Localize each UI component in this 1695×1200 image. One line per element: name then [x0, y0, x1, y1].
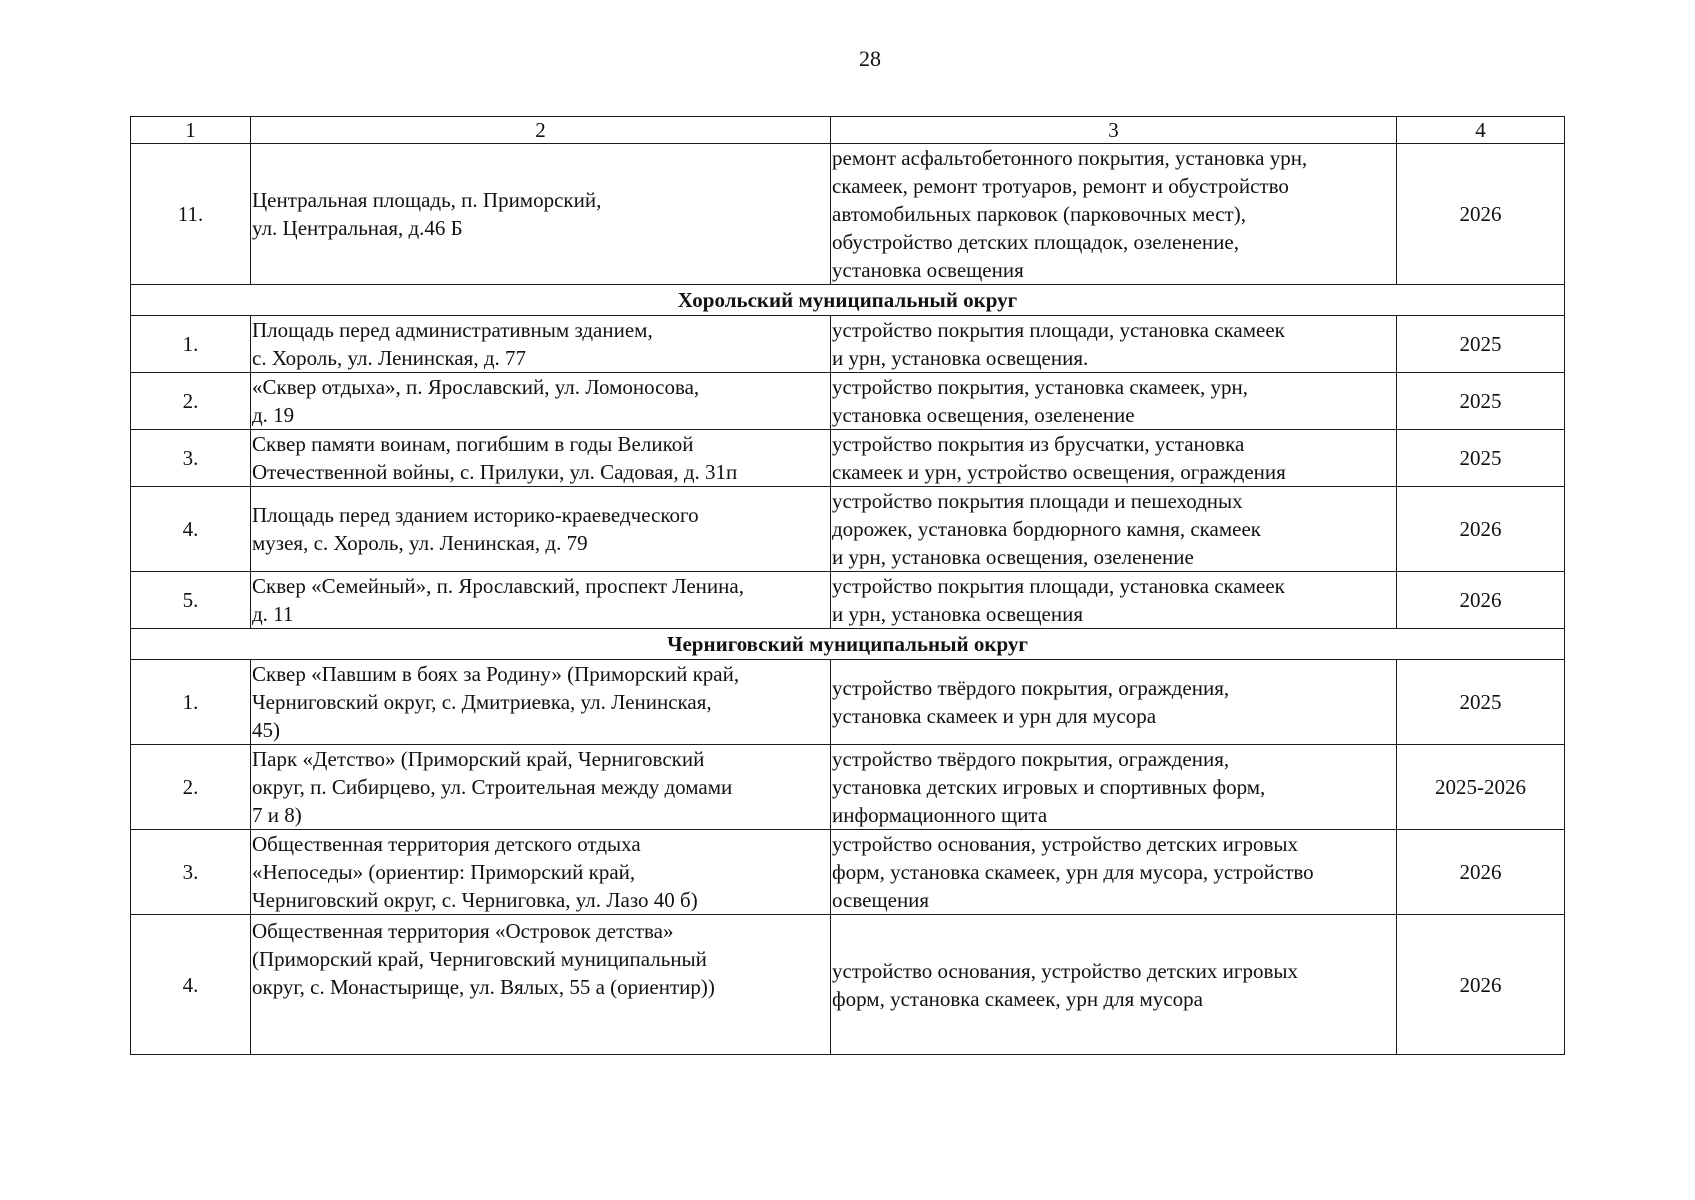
row-location: Общественная территория «Островок детства» (Приморский край, Черниговский муниципальный округ, с. Монастырище, ул. Вялых, 55 а (ориентир)) — [251, 915, 831, 1055]
row-year: 2025 — [1397, 316, 1565, 373]
row-location: Площадь перед зданием историко-краеведческого музея, с. Хороль, ул. Ленинская, д. 79 — [251, 487, 831, 572]
row-location: Общественная территория детского отдыха «Непоседы» (ориентир: Приморский край, Черниговский округ, с. Черниговка, ул. Лазо 40 б) — [251, 830, 831, 915]
row-number: 5. — [131, 572, 251, 629]
header-col-1: 1 — [131, 117, 251, 144]
table-row — [131, 660, 1565, 745]
row-location: Сквер памяти воинам, погибшим в годы Великой Отечественной войны, с. Прилуки, ул. Садовая, д. 31п — [251, 430, 831, 487]
row-works: устройство основания, устройство детских игровых форм, установка скамеек, урн для мусора, устройство освещения — [831, 830, 1397, 915]
table-row — [131, 316, 1565, 373]
table-row — [131, 373, 1565, 430]
page-number: 28 — [859, 46, 881, 71]
row-year: 2025 — [1397, 430, 1565, 487]
row-location: Сквер «Семейный», п. Ярославский, проспект Ленина, д. 11 — [251, 572, 831, 629]
row-location: Сквер «Павшим в боях за Родину» (Приморский край, Черниговский округ, с. Дмитриевка, ул. Ленинская, 45) — [251, 660, 831, 745]
row-works: устройство покрытия из брусчатки, установка скамеек и урн, устройство освещения, ограждения — [831, 430, 1397, 487]
row-year: 2026 — [1397, 144, 1565, 285]
row-number: 3. — [131, 830, 251, 915]
row-works: устройство покрытия площади и пешеходных дорожек, установка бордюрного камня, скамеек и урн, установка освещения, озеленение — [831, 487, 1397, 572]
row-works: устройство покрытия площади, установка скамеек и урн, установка освещения. — [831, 316, 1397, 373]
row-number: 11. — [131, 144, 251, 285]
row-number: 1. — [131, 660, 251, 745]
improvement-table — [130, 116, 1565, 1055]
row-works: устройство покрытия, установка скамеек, урн, установка освещения, озеленение — [831, 373, 1397, 430]
row-year: 2026 — [1397, 915, 1565, 1055]
row-year: 2026 — [1397, 830, 1565, 915]
row-works: ремонт асфальтобетонного покрытия, установка урн, скамеек, ремонт тротуаров, ремонт и обустройство автомобильных парковок (парковочных мест), обустройство детских площадок, озеленение, установка освещения — [831, 144, 1397, 285]
row-works: устройство покрытия площади, установка скамеек и урн, установка освещения — [831, 572, 1397, 629]
table-row — [131, 915, 1565, 1055]
table-row — [131, 430, 1565, 487]
table-row — [131, 144, 1565, 285]
row-works: устройство твёрдого покрытия, ограждения, установка детских игровых и спортивных форм, информационного щита — [831, 745, 1397, 830]
header-col-3: 3 — [831, 117, 1397, 144]
table-header-row — [131, 117, 1565, 144]
table-row — [131, 487, 1565, 572]
row-year: 2026 — [1397, 487, 1565, 572]
row-number: 4. — [131, 915, 251, 1055]
row-year: 2026 — [1397, 572, 1565, 629]
header-col-4: 4 — [1397, 117, 1565, 144]
row-number: 1. — [131, 316, 251, 373]
row-year: 2025 — [1397, 373, 1565, 430]
table-row — [131, 830, 1565, 915]
row-location: Центральная площадь, п. Приморский, ул. Центральная, д.46 Б — [251, 144, 831, 285]
row-works: устройство твёрдого покрытия, ограждения, установка скамеек и урн для мусора — [831, 660, 1397, 745]
section-title: Черниговский муниципальный округ — [131, 629, 1565, 660]
table-row — [131, 745, 1565, 830]
row-number: 2. — [131, 373, 251, 430]
row-number: 3. — [131, 430, 251, 487]
section-title: Хорольский муниципальный округ — [131, 285, 1565, 316]
section-row-chernigov — [131, 629, 1565, 660]
row-number: 4. — [131, 487, 251, 572]
row-year: 2025-2026 — [1397, 745, 1565, 830]
header-col-2: 2 — [251, 117, 831, 144]
row-location: Площадь перед административным зданием, с. Хороль, ул. Ленинская, д. 77 — [251, 316, 831, 373]
table-row — [131, 572, 1565, 629]
row-number: 2. — [131, 745, 251, 830]
row-location: «Сквер отдыха», п. Ярославский, ул. Ломоносова, д. 19 — [251, 373, 831, 430]
row-year: 2025 — [1397, 660, 1565, 745]
row-works: устройство основания, устройство детских игровых форм, установка скамеек, урн для мусора — [831, 915, 1397, 1055]
section-row-khorol — [131, 285, 1565, 316]
row-location: Парк «Детство» (Приморский край, Черниговский округ, п. Сибирцево, ул. Строительная между домами 7 и 8) — [251, 745, 831, 830]
